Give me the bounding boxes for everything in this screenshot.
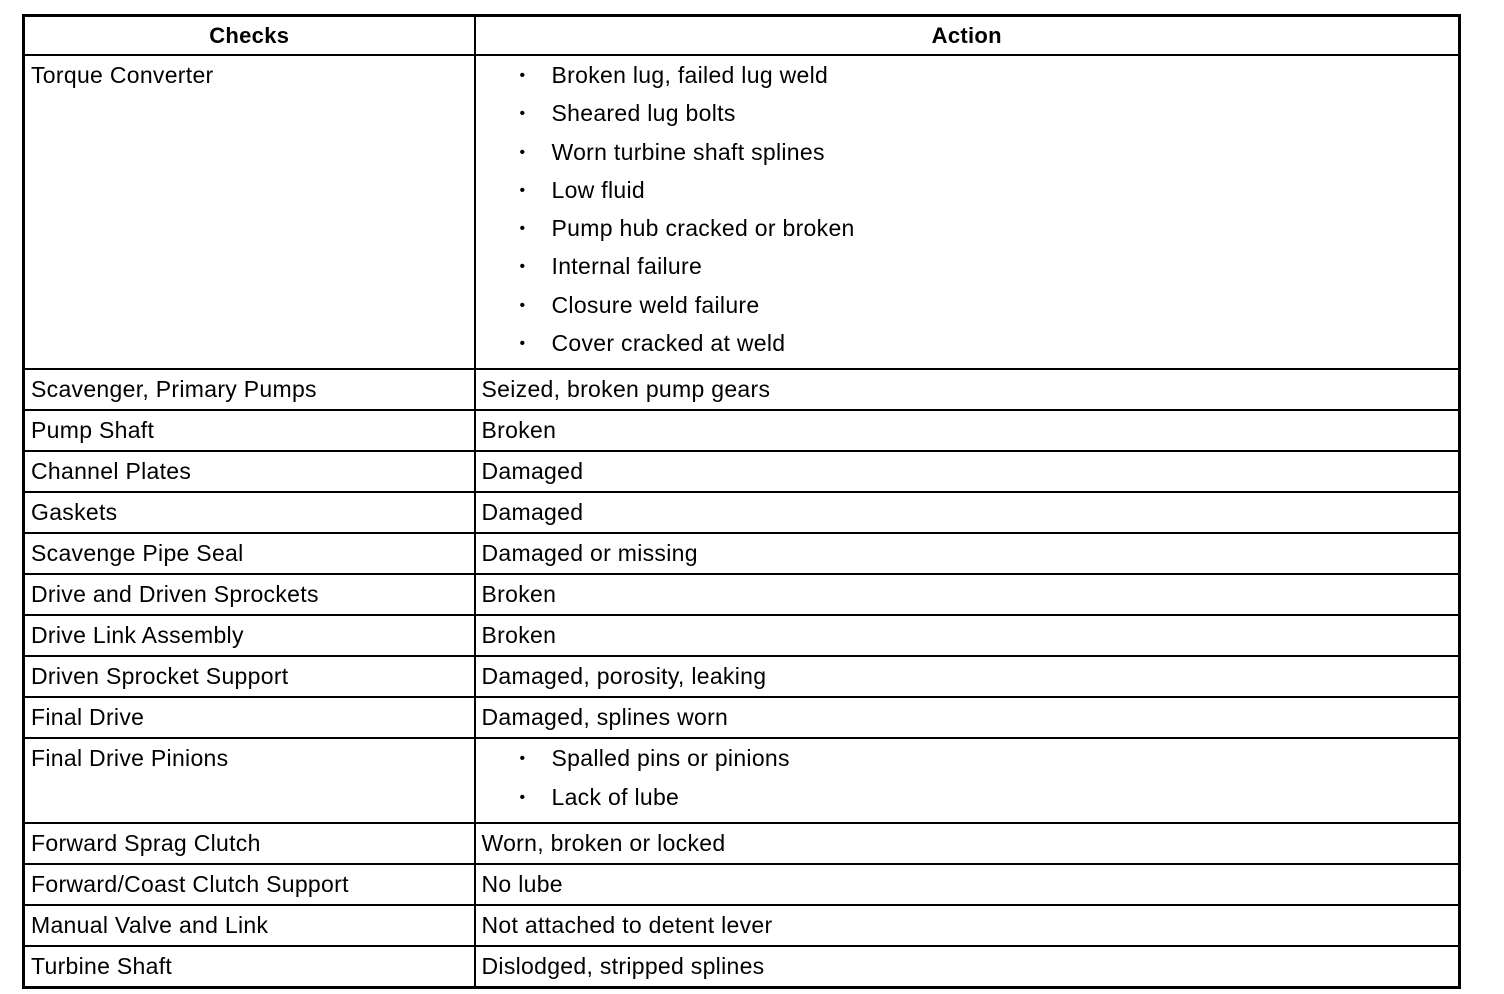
checks-header: Checks bbox=[24, 16, 475, 56]
table-row bbox=[24, 369, 1460, 410]
action-bullet-list bbox=[482, 745, 1459, 822]
check-cell: Drive Link Assembly bbox=[24, 615, 475, 656]
check-cell: Channel Plates bbox=[24, 451, 475, 492]
table-row bbox=[24, 905, 1460, 946]
table-row bbox=[24, 533, 1460, 574]
check-cell: Turbine Shaft bbox=[24, 946, 475, 988]
table-row bbox=[24, 55, 1460, 369]
check-cell: Forward/Coast Clutch Support bbox=[24, 864, 475, 905]
check-cell: Forward Sprag Clutch bbox=[24, 823, 475, 864]
check-cell: Drive and Driven Sprockets bbox=[24, 574, 475, 615]
action-cell: Damaged or missing bbox=[475, 533, 1460, 574]
action-bullet-list bbox=[482, 62, 1459, 368]
check-cell: Scavenge Pipe Seal bbox=[24, 533, 475, 574]
check-cell: Pump Shaft bbox=[24, 410, 475, 451]
table-row bbox=[24, 864, 1460, 905]
action-bullet-item: • Sheared lug bolts bbox=[520, 100, 1459, 138]
action-bullet-item: • Spalled pins or pinions bbox=[520, 745, 1459, 783]
table-row bbox=[24, 451, 1460, 492]
action-cell: Worn, broken or locked bbox=[475, 823, 1460, 864]
table-row bbox=[24, 656, 1460, 697]
table-row bbox=[24, 574, 1460, 615]
action-bullet-item: • Low fluid bbox=[520, 177, 1459, 215]
table-row bbox=[24, 697, 1460, 738]
action-bullet-item: • Pump hub cracked or broken bbox=[520, 215, 1459, 253]
action-bullet-item: • Worn turbine shaft splines bbox=[520, 139, 1459, 177]
table-row bbox=[24, 492, 1460, 533]
action-bullet-item: • Lack of lube bbox=[520, 784, 1459, 822]
check-cell: Torque Converter bbox=[24, 55, 475, 369]
action-cell: Damaged bbox=[475, 451, 1460, 492]
action-cell: Dislodged, stripped splines bbox=[475, 946, 1460, 988]
table-row bbox=[24, 946, 1460, 988]
check-cell: Driven Sprocket Support bbox=[24, 656, 475, 697]
action-cell: Broken bbox=[475, 574, 1460, 615]
action-cell: Broken bbox=[475, 615, 1460, 656]
action-cell bbox=[475, 738, 1460, 823]
action-cell: Damaged, porosity, leaking bbox=[475, 656, 1460, 697]
action-cell: Damaged bbox=[475, 492, 1460, 533]
action-cell: Seized, broken pump gears bbox=[475, 369, 1460, 410]
action-cell: Damaged, splines worn bbox=[475, 697, 1460, 738]
check-cell: Final Drive bbox=[24, 697, 475, 738]
table-row bbox=[24, 615, 1460, 656]
action-header: Action bbox=[475, 16, 1460, 56]
check-cell: Gaskets bbox=[24, 492, 475, 533]
table-row bbox=[24, 410, 1460, 451]
action-cell: No lube bbox=[475, 864, 1460, 905]
action-bullet-item: • Internal failure bbox=[520, 253, 1459, 291]
action-bullet-item: • Cover cracked at weld bbox=[520, 330, 1459, 368]
checks-action-table bbox=[22, 14, 1461, 989]
action-cell: Broken bbox=[475, 410, 1460, 451]
table-row bbox=[24, 738, 1460, 823]
check-cell: Final Drive Pinions bbox=[24, 738, 475, 823]
check-cell: Manual Valve and Link bbox=[24, 905, 475, 946]
action-bullet-item: • Broken lug, failed lug weld bbox=[520, 62, 1459, 100]
action-cell: Not attached to detent lever bbox=[475, 905, 1460, 946]
table-body bbox=[24, 55, 1460, 987]
header-row bbox=[24, 16, 1460, 56]
action-bullet-item: • Closure weld failure bbox=[520, 292, 1459, 330]
check-cell: Scavenger, Primary Pumps bbox=[24, 369, 475, 410]
table-row bbox=[24, 823, 1460, 864]
action-cell bbox=[475, 55, 1460, 369]
